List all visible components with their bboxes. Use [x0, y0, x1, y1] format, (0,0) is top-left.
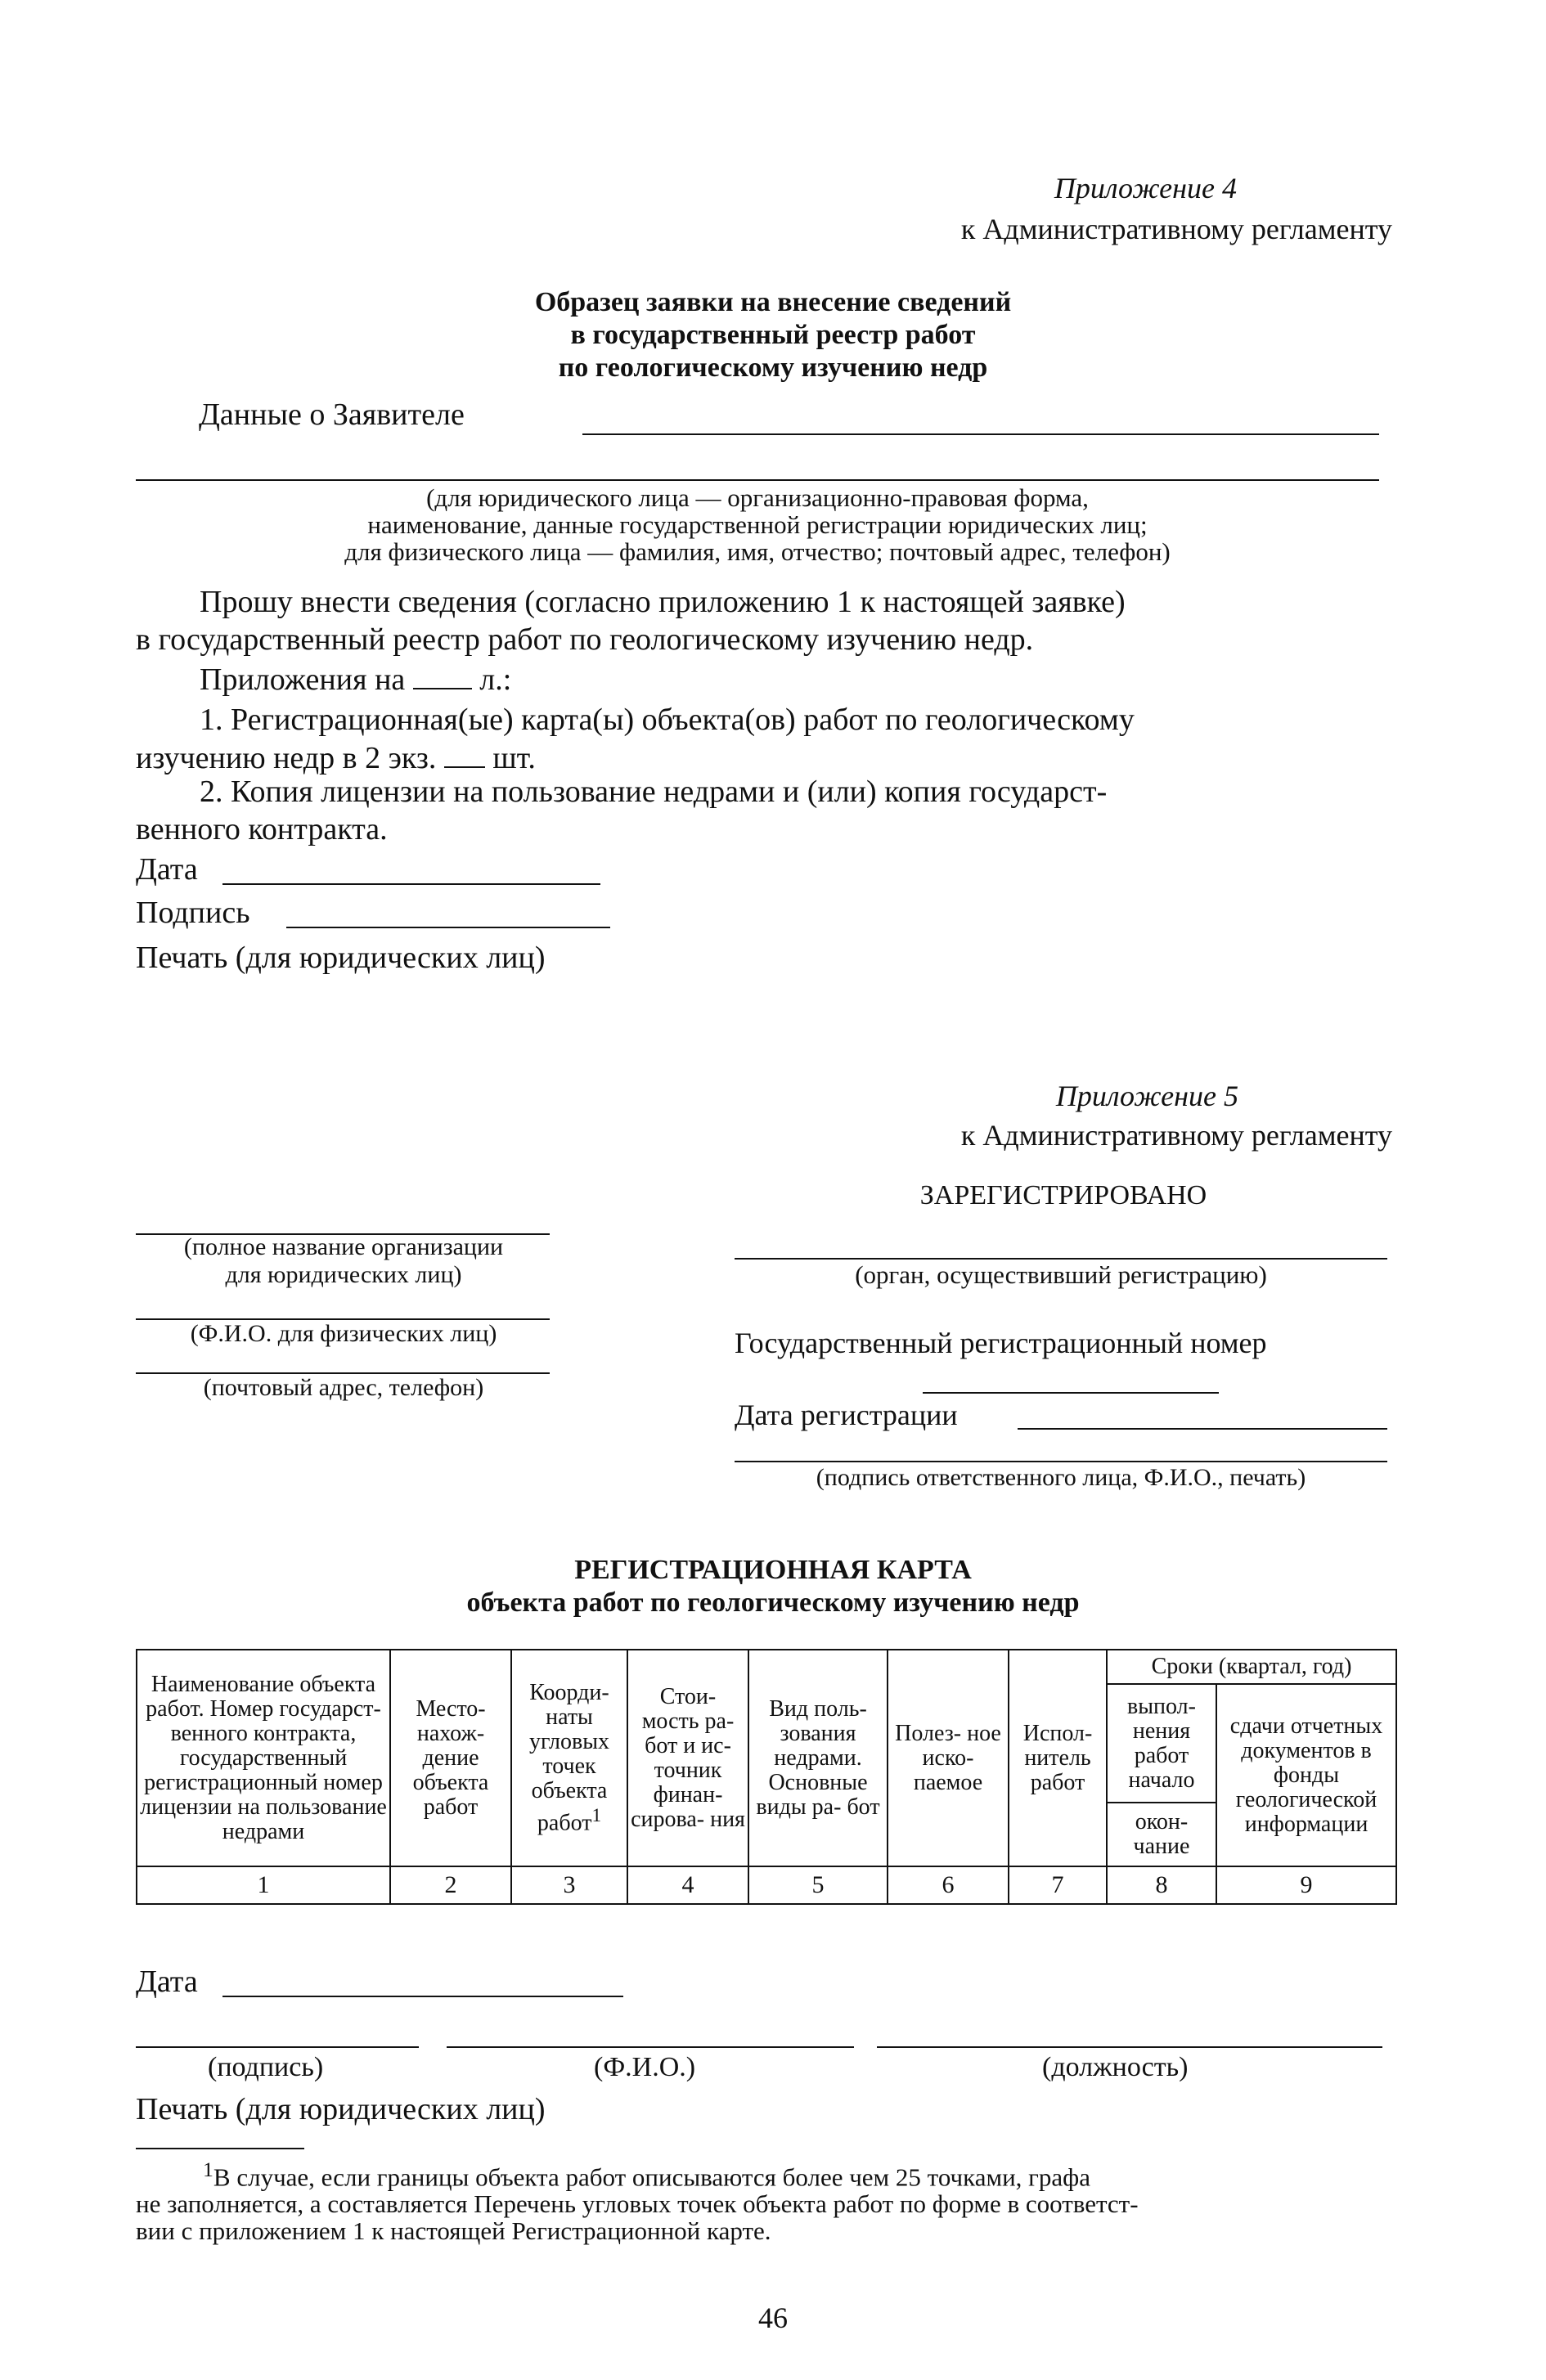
- footnote-line-3: вии с приложением 1 к настоящей Регистрационной карте.: [136, 2216, 771, 2246]
- card-date-field[interactable]: [222, 1996, 623, 1997]
- attachments-prefix: Приложения на: [200, 662, 406, 697]
- attachment-item-1-suffix: шт.: [492, 741, 536, 775]
- registrar-caption: (орган, осуществивший регистрацию): [855, 1260, 1267, 1289]
- attachment-item-1-line-2: [136, 739, 1395, 777]
- date-label: Дата: [136, 852, 198, 887]
- signature-label: Подпись: [136, 896, 250, 930]
- org-name-caption-line-1: (полное название организации: [183, 1233, 504, 1260]
- attachment-item-1: [136, 701, 1395, 777]
- appendix4-label: Приложение 4: [1054, 172, 1237, 204]
- attachment-item-1-prefix: изучению недр в 2 экз.: [136, 741, 437, 775]
- state-reg-number-label: Государственный регистрационный номер: [735, 1327, 1267, 1359]
- appendix4-title-line-2: в государственный реестр работ: [570, 320, 976, 350]
- card-date-label: Дата: [136, 1965, 198, 1999]
- attachments-pages-field[interactable]: [413, 660, 472, 689]
- column-number: 5: [748, 1866, 888, 1904]
- column-header-object: Наименование объекта работ. Номер государст- венного контракта, государственный регистрационный номер лицензии на пользование недрами: [137, 1650, 390, 1866]
- footnote-ref: 1: [591, 1804, 602, 1826]
- column-number: 3: [511, 1866, 627, 1904]
- attachment-item-2-line-2: венного контракта.: [136, 812, 388, 846]
- signature-field[interactable]: [286, 927, 610, 928]
- responsible-caption: (подпись ответственного лица, Ф.И.О., печать): [816, 1464, 1306, 1491]
- fio-sig-caption: (Ф.И.О.): [594, 2052, 696, 2082]
- request-text-line-2: в государственный реестр работ по геологическому изучению недр.: [136, 622, 1034, 657]
- appendix4-reglament-ref: к Административному регламенту: [960, 213, 1392, 245]
- column-number: 2: [390, 1866, 511, 1904]
- applicant-field-line-2[interactable]: [136, 479, 1379, 481]
- date-field[interactable]: [222, 883, 600, 885]
- appendix5-reglament-ref: к Административному регламенту: [960, 1119, 1392, 1152]
- footnote: [136, 2156, 1395, 2244]
- card-seal-label: Печать (для юридических лиц): [136, 2092, 546, 2126]
- card-title: [270, 1554, 1276, 1619]
- column-header-work-start: выпол- нения работ начало: [1107, 1684, 1216, 1803]
- request-text: [136, 583, 1395, 658]
- footnote-line-1: [136, 2156, 1395, 2190]
- attachments-suffix: л.:: [479, 662, 512, 697]
- applicant-note-line-2: наименование, данные государственной регистрации юридических лиц;: [367, 510, 1148, 539]
- column-number: 4: [627, 1866, 748, 1904]
- column-header-location: Место- нахож- дение объекта работ: [390, 1650, 511, 1866]
- attachment-item-1-line-1: 1. Регистрационная(ые) карта(ы) объекта(ов) работ по геологическому: [200, 703, 1135, 737]
- column-number: 7: [1009, 1866, 1107, 1904]
- applicant-field[interactable]: [582, 433, 1379, 435]
- column-header-work-end: окон- чание: [1107, 1803, 1216, 1866]
- org-name-caption: [131, 1233, 556, 1289]
- column-number: 1: [137, 1866, 390, 1904]
- card-signature-field[interactable]: [136, 2046, 419, 2048]
- applicant-note: [136, 484, 1379, 565]
- registered-stamp: ЗАРЕГИСТРИРОВАНО: [919, 1180, 1207, 1210]
- column-header-mineral: Полез- ное иско- паемое: [888, 1650, 1009, 1866]
- request-text-line-1: Прошу внести сведения (согласно приложению 1 к настоящей заявке): [200, 585, 1126, 619]
- card-title-line-2: объекта работ по геологическому изучению недр: [466, 1587, 1080, 1618]
- card-title-line-1: РЕГИСТРАЦИОННАЯ КАРТА: [574, 1555, 972, 1585]
- reg-date-label: Дата регистрации: [735, 1399, 958, 1431]
- footnote-marker: 1: [203, 2158, 213, 2181]
- card-fio-field[interactable]: [447, 2046, 854, 2048]
- fio-caption: (Ф.И.О. для физических лиц): [190, 1320, 497, 1347]
- column-number: 6: [888, 1866, 1009, 1904]
- org-name-caption-line-2: для юридических лиц): [225, 1261, 462, 1288]
- attachment-item-2: [136, 773, 1395, 848]
- signature-caption: (подпись): [208, 2052, 324, 2082]
- address-caption: (почтовый адрес, телефон): [203, 1374, 484, 1401]
- applicant-note-line-1: (для юридического лица — организационно-правовая форма,: [426, 483, 1089, 512]
- position-caption: (должность): [1042, 2052, 1189, 2082]
- copies-count-field[interactable]: [444, 739, 485, 768]
- column-header-use-type: Вид поль- зования недрами. Основные виды ра- бот: [748, 1650, 888, 1866]
- footnote-line-2: не заполняется, а составляется Перечень угловых точек объекта работ по форме в соответст-: [136, 2189, 1139, 2219]
- state-reg-number-field[interactable]: [923, 1392, 1219, 1394]
- card-position-field[interactable]: [877, 2046, 1382, 2048]
- column-header-coordinates: [511, 1650, 627, 1866]
- column-header-contractor: Испол- нитель работ: [1009, 1650, 1107, 1866]
- seal-label: Печать (для юридических лиц): [136, 941, 546, 975]
- responsible-signature-field[interactable]: [735, 1461, 1387, 1462]
- page-number: 46: [758, 2301, 788, 2334]
- attachments-line: [200, 660, 511, 698]
- column-number: 8: [1107, 1866, 1216, 1904]
- column-header-cost: Стои- мость ра- бот и ис- точник финан- сирова- ния: [627, 1650, 748, 1866]
- appendix4-title-line-3: по геологическому изучению недр: [558, 353, 988, 383]
- column-header-report-submission: сдачи отчетных документов в фонды геологической информации: [1216, 1684, 1396, 1866]
- column-header-coordinates-text: Коорди- наты угловых точек объекта работ: [528, 1679, 610, 1836]
- appendix5-label: Приложение 5: [1055, 1080, 1238, 1112]
- column-group-terms: Сроки (квартал, год): [1107, 1650, 1396, 1684]
- attachment-item-2-line-1: 2. Копия лицензии на пользование недрами и (или) копия государст-: [200, 775, 1108, 809]
- reg-date-field[interactable]: [1018, 1428, 1387, 1430]
- column-number: 9: [1216, 1866, 1396, 1904]
- applicant-note-line-3: для физического лица — фамилия, имя, отчество; почтовый адрес, телефон): [344, 537, 1171, 566]
- registrar-field[interactable]: [735, 1258, 1387, 1260]
- applicant-label: Данные о Заявителе: [199, 397, 465, 432]
- appendix4-title-line-1: Образец заявки на внесение сведений: [534, 287, 1012, 317]
- footnote-line-1-text: В случае, если границы объекта работ описываются более чем 25 точками, графа: [213, 2162, 1090, 2192]
- appendix4-title: [352, 286, 1194, 384]
- footnote-separator: [136, 2148, 304, 2149]
- registration-card-table: [136, 1649, 1397, 1905]
